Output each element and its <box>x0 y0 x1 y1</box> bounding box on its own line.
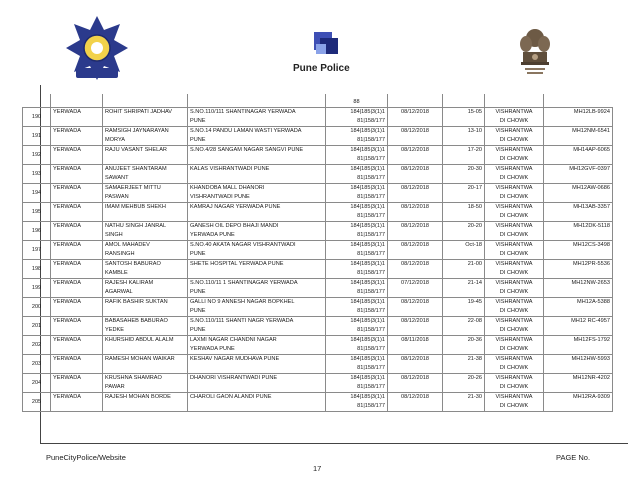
date-cell: 08/12/2018 <box>388 108 443 127</box>
address-line: S.NO.14 PANDU LAMAN WASTI YERWADA <box>190 128 302 134</box>
address-line: YERWADA PUNE <box>190 346 235 352</box>
offender-name-cell <box>103 203 188 222</box>
section-cell <box>326 146 388 165</box>
row-number-cell: 192 <box>23 146 51 165</box>
time-cell: 21-14 <box>443 279 485 298</box>
offender-name-line: RAJESH KALIRAM <box>105 280 154 286</box>
table-row <box>23 279 613 298</box>
table-row <box>23 203 613 222</box>
offender-name-cell <box>103 165 188 184</box>
section-line: 81|158/177 <box>357 175 385 181</box>
address-cell <box>188 374 326 393</box>
vehicle-number-cell: MH12LB-9924 <box>544 108 613 127</box>
place-line: VISHRANTWA <box>495 223 533 229</box>
offender-name-cell <box>103 108 188 127</box>
place-line: VISHRANTWA <box>495 337 533 343</box>
table-row <box>23 298 613 317</box>
offender-name-cell <box>103 222 188 241</box>
place-line: DI CHOWK <box>499 270 529 276</box>
place-line: VISHRANTWA <box>495 280 533 286</box>
police-station-cell: YERWADA <box>51 317 103 336</box>
offender-name-line: BABASAHEB BABURAO <box>105 318 168 324</box>
table-row <box>23 374 613 393</box>
offender-name-line: SANTOSH BABURAO <box>105 261 161 267</box>
footer-page-label: PAGE No. <box>556 453 591 462</box>
section-line: 184|185|3(1)1 <box>350 147 385 153</box>
date-cell: 08/12/2018 <box>388 127 443 146</box>
section-line: 184|185|3(1)1 <box>350 394 385 400</box>
address-cell <box>188 260 326 279</box>
place-line: DI CHOWK <box>499 232 529 238</box>
table-top-row <box>23 94 613 108</box>
offender-name-cell <box>103 146 188 165</box>
table-row <box>23 146 613 165</box>
offender-name-line: AGARWAL <box>105 289 133 295</box>
time-cell: 15-05 <box>443 108 485 127</box>
date-cell: 08/12/2018 <box>388 374 443 393</box>
section-line: 81|158/177 <box>357 213 385 219</box>
address-line: GALLI NO 9 ANNESH NAGAR BOPKHEL <box>190 299 295 305</box>
maharashtra-police-emblem-icon <box>62 10 132 86</box>
place-line: DI CHOWK <box>499 137 529 143</box>
police-station-cell: YERWADA <box>51 203 103 222</box>
offender-name-line: YEDKE <box>105 327 124 333</box>
vehicle-number-cell: MH14AP-6065 <box>544 146 613 165</box>
offender-name-line: PASWAN <box>105 194 129 200</box>
offender-name-line: KHURSHID ABDUL ALALM <box>105 337 174 343</box>
row-number-cell: 196 <box>23 222 51 241</box>
top-value-cell: 88 <box>326 94 388 108</box>
table-row <box>23 165 613 184</box>
brand-title: Pune Police <box>293 63 350 74</box>
time-cell: 20-20 <box>443 222 485 241</box>
address-cell <box>188 127 326 146</box>
section-cell <box>326 241 388 260</box>
time-cell: 22-08 <box>443 317 485 336</box>
section-cell <box>326 184 388 203</box>
date-cell: 08/12/2018 <box>388 393 443 412</box>
offender-name-line: RAMSIGH JAYNARAYAN <box>105 128 169 134</box>
section-line: 184|185|3(1)1 <box>350 185 385 191</box>
offender-name-line: RANSINGH <box>105 251 135 257</box>
vehicle-number-cell: MH12GVF-0397 <box>544 165 613 184</box>
place-cell <box>485 146 544 165</box>
section-line: 81|158/177 <box>357 346 385 352</box>
time-cell: Oct-18 <box>443 241 485 260</box>
section-line: 184|185|3(1)1 <box>350 128 385 134</box>
offender-name-cell <box>103 260 188 279</box>
time-cell: 21-00 <box>443 260 485 279</box>
vehicle-number-cell: MH12 RC-4957 <box>544 317 613 336</box>
place-line: VISHRANTWA <box>495 109 533 115</box>
offender-name-line: SINGH <box>105 232 123 238</box>
vehicle-number-cell: MH12HW-5993 <box>544 355 613 374</box>
place-cell <box>485 317 544 336</box>
section-cell <box>326 336 388 355</box>
time-cell: 21-38 <box>443 355 485 374</box>
section-line: 184|185|3(1)1 <box>350 166 385 172</box>
address-line: KAMRAJ NAGAR YERWADA PUNE <box>190 204 281 210</box>
footer-website: PuneCityPolice/Website <box>46 453 126 462</box>
address-line: KESHAV NAGAR MUDHAVA PUNE <box>190 356 280 362</box>
frame-bottom-border <box>40 443 628 444</box>
row-number-cell: 199 <box>23 279 51 298</box>
place-cell <box>485 298 544 317</box>
place-line: VISHRANTWA <box>495 261 533 267</box>
address-line: KHANDOBA MALL DHANORI <box>190 185 265 191</box>
national-emblem-icon <box>515 24 555 80</box>
address-cell <box>188 393 326 412</box>
time-cell: 20-30 <box>443 165 485 184</box>
date-cell: 08/12/2018 <box>388 298 443 317</box>
time-cell: 17-20 <box>443 146 485 165</box>
place-cell <box>485 241 544 260</box>
row-number-cell: 197 <box>23 241 51 260</box>
section-line: 81|158/177 <box>357 289 385 295</box>
time-cell: 21-30 <box>443 393 485 412</box>
offender-name-cell <box>103 374 188 393</box>
place-cell <box>485 108 544 127</box>
police-station-cell: YERWADA <box>51 260 103 279</box>
address-line: PUNE <box>190 137 206 143</box>
vehicle-number-cell: MH12AW-0686 <box>544 184 613 203</box>
offender-name-line: AMOL MAHADEV <box>105 242 150 248</box>
section-cell <box>326 393 388 412</box>
row-number-cell: 198 <box>23 260 51 279</box>
offender-name-cell <box>103 317 188 336</box>
vehicle-number-cell: MH12NW-2653 <box>544 279 613 298</box>
place-line: VISHRANTWA <box>495 242 533 248</box>
section-cell <box>326 127 388 146</box>
date-cell: 08/12/2018 <box>388 222 443 241</box>
place-line: VISHRANTWA <box>495 185 533 191</box>
row-number-cell: 194 <box>23 184 51 203</box>
time-cell: 13-10 <box>443 127 485 146</box>
offender-name-line: RAMESH MOHAN WAIKAR <box>105 356 175 362</box>
table-row <box>23 336 613 355</box>
place-cell <box>485 127 544 146</box>
time-cell: 20-26 <box>443 374 485 393</box>
police-station-cell: YERWADA <box>51 222 103 241</box>
section-line: 184|185|3(1)1 <box>350 318 385 324</box>
row-number-cell: 190 <box>23 108 51 127</box>
place-line: DI CHOWK <box>499 156 529 162</box>
section-line: 81|158/177 <box>357 137 385 143</box>
time-cell: 20-17 <box>443 184 485 203</box>
address-cell <box>188 203 326 222</box>
place-line: DI CHOWK <box>499 365 529 371</box>
offender-name-cell <box>103 279 188 298</box>
row-number-cell: 204 <box>23 374 51 393</box>
section-cell <box>326 203 388 222</box>
date-cell: 08/12/2018 <box>388 165 443 184</box>
police-station-cell: YERWADA <box>51 146 103 165</box>
section-line: 81|158/177 <box>357 327 385 333</box>
address-line: YERWADA PUNE <box>190 232 235 238</box>
section-cell <box>326 108 388 127</box>
address-line: SHETE HOSPITAL YERWADA PUNE <box>190 261 284 267</box>
place-line: DI CHOWK <box>499 175 529 181</box>
offender-name-line: IMAM MEHBUB SHEKH <box>105 204 166 210</box>
section-line: 184|185|3(1)1 <box>350 261 385 267</box>
section-line: 81|158/177 <box>357 384 385 390</box>
address-line: S.NO.110/11 1 SHANTINAGAR YERWADA <box>190 280 298 286</box>
section-line: 184|185|3(1)1 <box>350 204 385 210</box>
address-line: PUNE <box>190 308 206 314</box>
place-line: DI CHOWK <box>499 403 529 409</box>
table-row <box>23 355 613 374</box>
date-cell: 08/12/2018 <box>388 260 443 279</box>
table-row <box>23 317 613 336</box>
place-line: DI CHOWK <box>499 213 529 219</box>
address-line: S.NO.40 AKATA NAGAR VISHRANTWADI <box>190 242 296 248</box>
offender-name-cell <box>103 127 188 146</box>
offender-name-line: RAFIK BASHIR SUKTAN <box>105 299 168 305</box>
offender-name-cell <box>103 184 188 203</box>
section-line: 81|158/177 <box>357 251 385 257</box>
place-line: VISHRANTWA <box>495 147 533 153</box>
section-line: 184|185|3(1)1 <box>350 242 385 248</box>
table-row <box>23 184 613 203</box>
address-line: PUNE <box>190 289 206 295</box>
section-cell <box>326 298 388 317</box>
place-line: DI CHOWK <box>499 289 529 295</box>
row-number-cell: 193 <box>23 165 51 184</box>
section-line: 81|158/177 <box>357 365 385 371</box>
vehicle-number-cell: MH13AB-3357 <box>544 203 613 222</box>
offender-name-line: ANUJEET SHANTARAM <box>105 166 167 172</box>
address-cell <box>188 355 326 374</box>
vehicle-number-cell: MH12DK-5118 <box>544 222 613 241</box>
place-cell <box>485 184 544 203</box>
police-station-cell: YERWADA <box>51 127 103 146</box>
offender-name-line: ROHIT SHRIPATI JADHAV <box>105 109 173 115</box>
place-line: DI CHOWK <box>499 118 529 124</box>
offender-name-line: RAJESH MOHAN BORDE <box>105 394 171 400</box>
section-line: 184|185|3(1)1 <box>350 109 385 115</box>
vehicle-records-table <box>22 94 613 412</box>
date-cell: 08/12/2018 <box>388 146 443 165</box>
offender-name-line: KRUSHNA SHAMRAO <box>105 375 162 381</box>
police-station-cell: YERWADA <box>51 298 103 317</box>
date-cell: 08/12/2018 <box>388 184 443 203</box>
section-cell <box>326 222 388 241</box>
table-row <box>23 222 613 241</box>
date-cell: 08/12/2018 <box>388 241 443 260</box>
vehicle-number-cell: MH12NM-6541 <box>544 127 613 146</box>
place-line: DI CHOWK <box>499 346 529 352</box>
offender-name-line: RAJU VASANT SHELAR <box>105 147 167 153</box>
offender-name-line: NATHU SINGH JANRAL <box>105 223 167 229</box>
address-line: S.NO.110/111 SHANTINAGAR YERWADA <box>190 109 296 115</box>
police-station-cell: YERWADA <box>51 374 103 393</box>
place-line: VISHRANTWA <box>495 318 533 324</box>
address-line: DHANORI VISHRANTWADI PUNE <box>190 375 278 381</box>
row-number-cell: 202 <box>23 336 51 355</box>
offender-name-cell <box>103 355 188 374</box>
table-row <box>23 260 613 279</box>
place-cell <box>485 203 544 222</box>
section-cell <box>326 374 388 393</box>
place-cell <box>485 355 544 374</box>
place-line: VISHRANTWA <box>495 375 533 381</box>
offender-name-line: PAWAR <box>105 384 125 390</box>
page-header <box>0 0 638 90</box>
place-line: DI CHOWK <box>499 384 529 390</box>
police-station-cell: YERWADA <box>51 108 103 127</box>
place-cell <box>485 165 544 184</box>
vehicle-number-cell: MH12PR-5536 <box>544 260 613 279</box>
page-number: 17 <box>313 464 322 473</box>
place-line: VISHRANTWA <box>495 356 533 362</box>
time-cell: 19-45 <box>443 298 485 317</box>
offender-name-line: SAWANT <box>105 175 129 181</box>
address-line: S.NO.4/28 SANGAM NAGAR SANGVI PUNE <box>190 147 304 153</box>
place-cell <box>485 279 544 298</box>
address-line: VISHRANTWADI PUNE <box>190 194 250 200</box>
place-cell <box>485 374 544 393</box>
section-line: 184|185|3(1)1 <box>350 375 385 381</box>
address-line: PUNE <box>190 251 206 257</box>
address-cell <box>188 241 326 260</box>
address-cell <box>188 317 326 336</box>
address-cell <box>188 279 326 298</box>
police-station-cell: YERWADA <box>51 184 103 203</box>
police-station-cell: YERWADA <box>51 279 103 298</box>
section-line: 81|158/177 <box>357 156 385 162</box>
address-line: LAXMI NAGAR CHANDNI NAGAR <box>190 337 277 343</box>
offender-name-cell <box>103 336 188 355</box>
address-line: GANESH OIL DEPO BHAJI MANDI <box>190 223 279 229</box>
address-line: KALAS VISHRANTWADI PUNE <box>190 166 270 172</box>
section-cell <box>326 355 388 374</box>
police-station-cell: YERWADA <box>51 165 103 184</box>
address-cell <box>188 336 326 355</box>
section-line: 81|158/177 <box>357 308 385 314</box>
date-cell: 08/12/2018 <box>388 317 443 336</box>
address-cell <box>188 184 326 203</box>
vehicle-number-cell: MH12RA-9309 <box>544 393 613 412</box>
place-line: VISHRANTWA <box>495 128 533 134</box>
place-cell <box>485 260 544 279</box>
row-number-cell: 195 <box>23 203 51 222</box>
address-cell <box>188 298 326 317</box>
row-number-cell: 200 <box>23 298 51 317</box>
place-cell <box>485 222 544 241</box>
place-line: DI CHOWK <box>499 327 529 333</box>
police-station-cell: YERWADA <box>51 241 103 260</box>
police-station-cell: YERWADA <box>51 393 103 412</box>
time-cell: 18-50 <box>443 203 485 222</box>
offender-name-cell <box>103 241 188 260</box>
place-cell <box>485 336 544 355</box>
table-row <box>23 108 613 127</box>
row-number-cell: 205 <box>23 393 51 412</box>
place-line: DI CHOWK <box>499 251 529 257</box>
section-line: 81|158/177 <box>357 403 385 409</box>
offender-name-line: SAMAERJEET MITTU <box>105 185 161 191</box>
section-cell <box>326 260 388 279</box>
time-cell: 20-36 <box>443 336 485 355</box>
offender-name-line: MORYA <box>105 137 125 143</box>
section-line: 184|185|3(1)1 <box>350 299 385 305</box>
offender-name-cell <box>103 298 188 317</box>
place-line: VISHRANTWA <box>495 204 533 210</box>
address-line: S.NO.110/111 SHANTI NAGR YERWADA <box>190 318 294 324</box>
vehicle-number-cell: MH12A-5388 <box>544 298 613 317</box>
police-station-cell: YERWADA <box>51 355 103 374</box>
date-cell: 08/12/2018 <box>388 203 443 222</box>
row-number-cell: 203 <box>23 355 51 374</box>
date-cell: 08/11/2018 <box>388 336 443 355</box>
vehicle-number-cell: MH12NR-4202 <box>544 374 613 393</box>
address-cell <box>188 222 326 241</box>
row-number-cell: 201 <box>23 317 51 336</box>
section-cell <box>326 317 388 336</box>
place-line: DI CHOWK <box>499 194 529 200</box>
address-cell <box>188 108 326 127</box>
section-line: 184|185|3(1)1 <box>350 280 385 286</box>
place-line: DI CHOWK <box>499 308 529 314</box>
section-line: 81|158/177 <box>357 232 385 238</box>
section-cell <box>326 279 388 298</box>
section-line: 81|158/177 <box>357 194 385 200</box>
section-line: 184|185|3(1)1 <box>350 223 385 229</box>
address-line: CHAROLI GAON ALANDI PUNE <box>190 394 272 400</box>
table-row <box>23 127 613 146</box>
section-line: 81|158/177 <box>357 270 385 276</box>
date-cell: 07/12/2018 <box>388 279 443 298</box>
section-cell <box>326 165 388 184</box>
address-cell <box>188 165 326 184</box>
vehicle-number-cell: MH12FS-1792 <box>544 336 613 355</box>
section-line: 184|185|3(1)1 <box>350 337 385 343</box>
place-line: VISHRANTWA <box>495 299 533 305</box>
table-row <box>23 241 613 260</box>
table-row <box>23 393 613 412</box>
address-line: PUNE <box>190 327 206 333</box>
offender-name-line: KAMBLE <box>105 270 128 276</box>
date-cell: 08/12/2018 <box>388 355 443 374</box>
row-number-cell: 191 <box>23 127 51 146</box>
address-line: PUNE <box>190 118 206 124</box>
place-cell <box>485 393 544 412</box>
section-line: 184|185|3(1)1 <box>350 356 385 362</box>
address-cell <box>188 146 326 165</box>
vehicle-number-cell: MH12CS-3498 <box>544 241 613 260</box>
place-line: VISHRANTWA <box>495 394 533 400</box>
police-station-cell: YERWADA <box>51 336 103 355</box>
section-line: 81|158/177 <box>357 118 385 124</box>
place-line: VISHRANTWA <box>495 166 533 172</box>
offender-name-cell <box>103 393 188 412</box>
